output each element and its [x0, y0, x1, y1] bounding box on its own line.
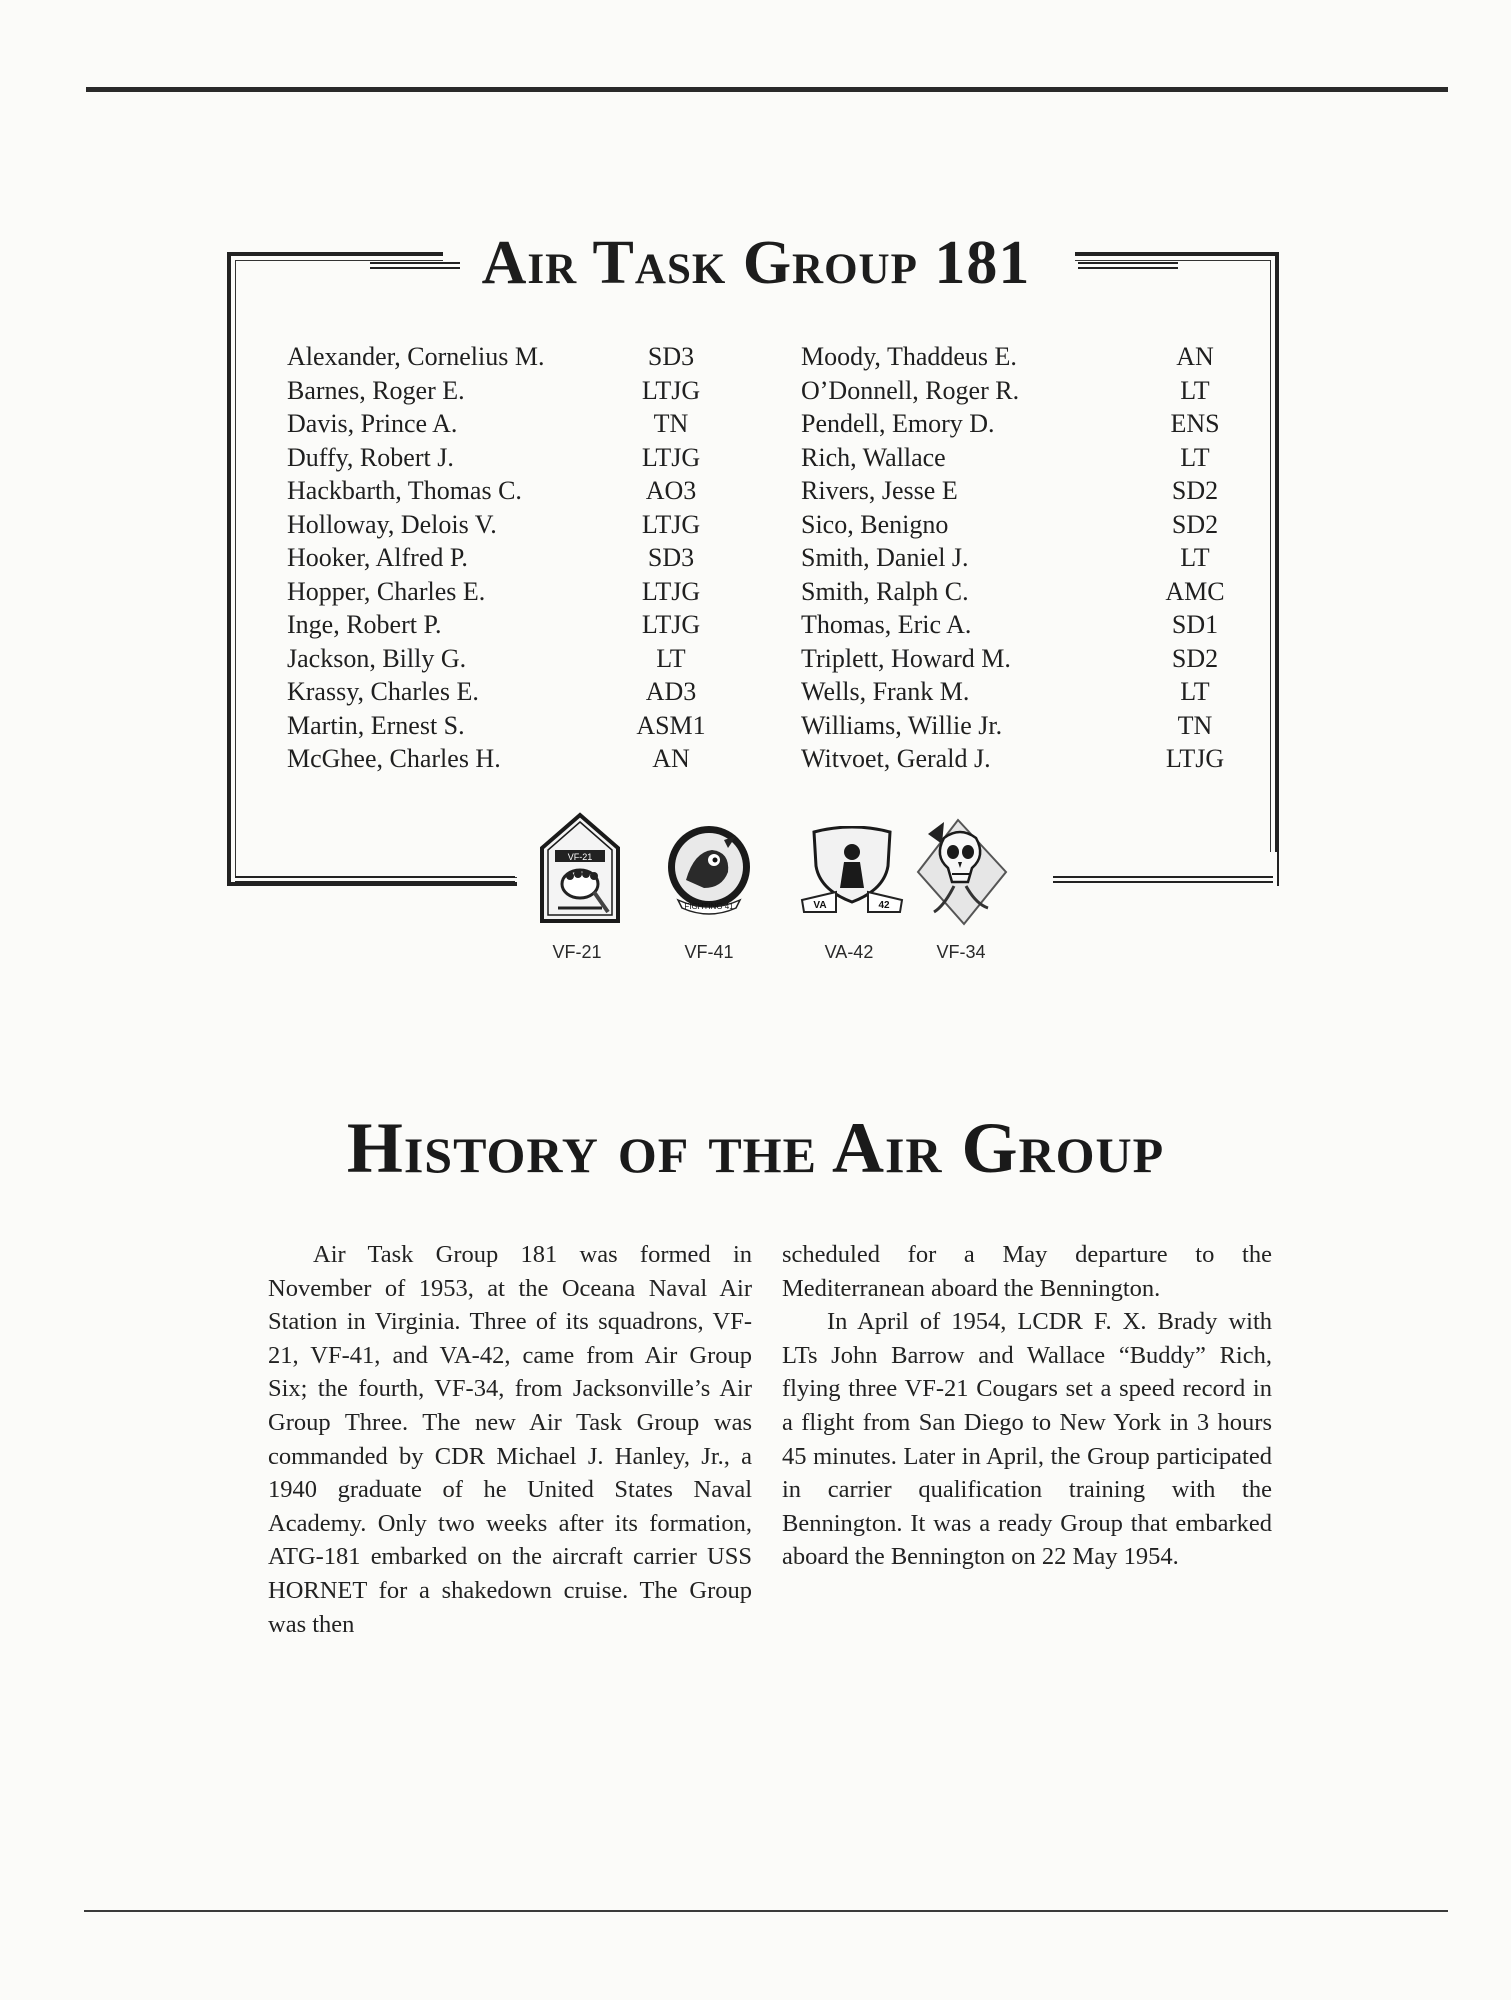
roster-row — [801, 374, 1271, 408]
roster-row — [801, 675, 1271, 709]
roster-name: Inge, Robert P. — [287, 610, 442, 639]
roster-name: Hopper, Charles E. — [287, 576, 486, 606]
bottom-rule — [84, 1910, 1448, 1912]
roster-row — [287, 675, 727, 709]
roster-row — [801, 441, 1271, 475]
roster-rank: LTJG — [641, 509, 701, 539]
roster-rank: LTJG — [1165, 744, 1225, 773]
roster-name: McGhee, Charles H. — [287, 744, 501, 773]
history-paragraph-1-continued: scheduled for a May departure to the Mediterranean aboard the Bennington. — [782, 1241, 1272, 1302]
roster-row — [801, 742, 1271, 776]
roster-name: Witvoet, Gerald J. — [801, 744, 991, 773]
roster-row — [287, 608, 727, 642]
roster-name: Krassy, Charles E. — [287, 677, 479, 706]
roster-name: Hackbarth, Thomas C. — [287, 476, 522, 505]
history-paragraph-1: Air Task Group 181 was formed in November of 1953, at the Oceana Naval Air Station in Virginia. Three of its squadrons, VF-21, VF-41, and VA-42, came from Air Group Six; the fourth, VF-34, from Jacksonville’s Air Group Three. The new Air Task Group was commanded by CDR Michael J. Hanley, Jr., a 1940 graduate of he United States Naval Academy. Only two weeks after its formation, ATG-181 embarked on the aircraft carrier USS HORNET for a shakedown cruise. The Group was then — [268, 1241, 752, 1638]
roster-rank: LT — [1180, 677, 1210, 706]
va42-label: VA-42 — [824, 942, 874, 962]
history-paragraph-2: In April of 1954, LCDR F. X. Brady with LTs John Barrow and Wallace “Buddy” Rich, flying three VF-21 Cougars set a speed record in a flight from San Diego to New York in 3 hours 45 minutes. Later in April, the Group participated in carrier qualification training with the Bennington. It was a ready Group that embarked aboard the Bennington on 22 May 1954. — [782, 1308, 1272, 1571]
roster-rank: SD1 — [1171, 610, 1219, 639]
roster-name: Alexander, Cornelius M. — [287, 342, 545, 371]
va42-patch-text-left: VA — [813, 900, 827, 911]
roster-row — [801, 608, 1271, 642]
roster-name: Moody, Thaddeus E. — [801, 342, 1017, 371]
vf21-label: VF-21 — [552, 942, 602, 962]
roster-name: Pendell, Emory D. — [801, 409, 995, 438]
roster-rank: ASM1 — [636, 710, 706, 740]
history-title: History of the Air Group — [346, 1108, 1165, 1188]
roster-rank: SD2 — [1171, 476, 1219, 505]
roster-row — [287, 407, 727, 441]
roster-name: Martin, Ernest S. — [287, 710, 465, 740]
roster-rank: LTJG — [641, 442, 701, 472]
roster-name: Wells, Frank M. — [801, 677, 970, 706]
vf34-label: VF-34 — [936, 942, 986, 962]
roster-name: Smith, Ralph C. — [801, 576, 969, 606]
roster-name: Hooker, Alfred P. — [287, 543, 468, 572]
vf41-insignia-icon — [664, 822, 754, 916]
roster-row — [287, 642, 727, 676]
roster-rank: TN — [653, 409, 689, 438]
roster-rank: SD3 — [647, 342, 695, 371]
roster-name: Triplett, Howard M. — [801, 643, 1011, 673]
roster-row — [801, 642, 1271, 676]
roster-rank: LT — [1180, 543, 1210, 572]
roster-rank: AMC — [1165, 576, 1225, 606]
roster-name: Barnes, Roger E. — [287, 375, 465, 405]
roster-row — [287, 474, 727, 508]
roster-rank: LTJG — [641, 375, 701, 405]
roster-rank: LT — [1180, 375, 1210, 405]
roster-rank: TN — [1177, 710, 1213, 740]
roster-title — [230, 229, 1282, 297]
roster-rank: SD2 — [1171, 643, 1219, 673]
roster-rank: AO3 — [645, 476, 697, 505]
roster-rank: LT — [1180, 442, 1210, 472]
history-left-column — [268, 1238, 752, 1641]
vf21-patch-text: VF-21 — [567, 852, 593, 862]
roster-rank: ENS — [1170, 409, 1220, 438]
roster-rank: AD3 — [645, 677, 697, 706]
roster-row — [287, 340, 727, 374]
roster-name: Rivers, Jesse E — [801, 476, 958, 505]
roster-name: Duffy, Robert J. — [287, 442, 454, 472]
roster-name: Thomas, Eric A. — [801, 610, 972, 639]
vf41-label: VF-41 — [684, 942, 734, 962]
roster-name: Sico, Benigno — [801, 509, 949, 539]
roster-title-text: Air Task Group 181 — [470, 229, 1043, 297]
vf34-insignia-icon — [914, 816, 1010, 928]
roster-row — [287, 575, 727, 609]
roster-rank: LT — [656, 643, 686, 673]
roster-row — [801, 541, 1271, 575]
roster-name: Jackson, Billy G. — [287, 643, 467, 673]
roster-rank: AN — [1176, 342, 1214, 371]
roster-row — [287, 441, 727, 475]
roster-row — [801, 575, 1271, 609]
roster-left-column — [287, 340, 727, 776]
roster-right-column — [801, 340, 1271, 776]
roster-row — [801, 508, 1271, 542]
roster-name: Davis, Prince A. — [287, 409, 458, 438]
roster-name: O’Donnell, Roger R. — [801, 375, 1020, 405]
bottom-double-rule-left — [235, 876, 515, 883]
bottom-double-rule-right — [1053, 876, 1273, 883]
roster-row — [287, 374, 727, 408]
roster-row — [287, 541, 727, 575]
roster-row — [801, 340, 1271, 374]
roster-name: Williams, Willie Jr. — [801, 710, 1003, 740]
roster-name: Rich, Wallace — [801, 442, 946, 472]
roster-row — [801, 709, 1271, 743]
roster-rank: LTJG — [641, 576, 701, 606]
history-right-column — [782, 1238, 1272, 1574]
va42-insignia-icon — [800, 826, 904, 914]
top-rule — [86, 87, 1448, 92]
vf21-insignia-icon — [538, 812, 622, 924]
roster-rank: SD3 — [647, 543, 695, 572]
va42-patch-text-right: 42 — [878, 900, 890, 911]
vf41-patch-text: FIGHTING 41 — [684, 902, 734, 911]
roster-name: Smith, Daniel J. — [801, 543, 969, 572]
roster-name: Holloway, Delois V. — [287, 509, 497, 539]
roster-row — [801, 474, 1271, 508]
roster-rank: LTJG — [641, 610, 701, 639]
roster-rank: AN — [652, 744, 690, 773]
roster-row — [287, 742, 727, 776]
roster-rank: SD2 — [1171, 509, 1219, 539]
roster-row — [801, 407, 1271, 441]
roster-row — [287, 508, 727, 542]
roster-row — [287, 709, 727, 743]
